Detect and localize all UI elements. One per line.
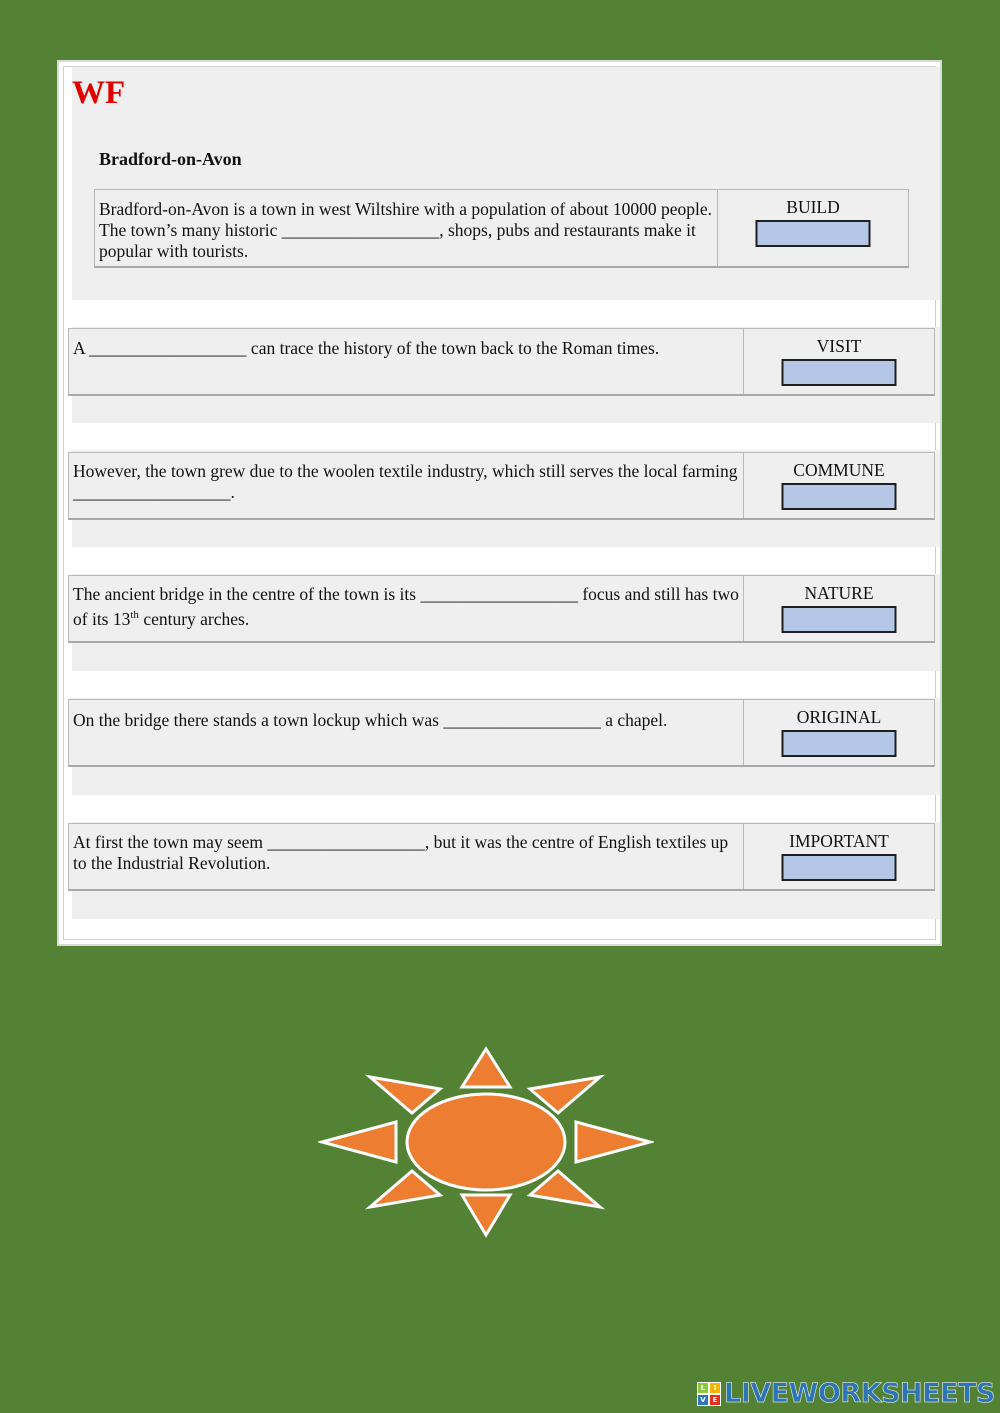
question-row xyxy=(68,328,935,396)
question-text: A __________________ can trace the history of the town back to the Roman times. xyxy=(69,329,744,394)
word-cell xyxy=(744,824,934,889)
sun-icon xyxy=(318,1045,654,1240)
word-cell xyxy=(718,190,908,266)
base-word: VISIT xyxy=(816,336,862,356)
brand-mark-overlay: WF xyxy=(72,75,126,111)
sun-ray-top xyxy=(462,1049,510,1087)
logo-cube: L xyxy=(697,1382,709,1394)
question-row xyxy=(68,575,935,643)
logo-cube: I xyxy=(709,1382,721,1394)
page-title: Bradford-on-Avon xyxy=(99,149,242,169)
base-word: NATURE xyxy=(804,583,874,603)
liveworksheets-logo xyxy=(697,1378,995,1409)
word-cell xyxy=(744,329,934,394)
question-row xyxy=(68,699,935,767)
base-word: IMPORTANT xyxy=(789,831,889,851)
base-word: BUILD xyxy=(786,197,840,217)
question-row xyxy=(68,452,935,520)
sun-ray-right xyxy=(576,1122,650,1162)
sun-disc xyxy=(407,1094,565,1190)
worksheet-page xyxy=(57,60,942,946)
logo-text: LIVEWORKSHEETS xyxy=(724,1378,995,1409)
question-text: Bradford-on-Avon is a town in west Wiltshire with a population of about 10000 people. The town’s many historic __________________, shops, pubs and restaurants make it popular with tourists. xyxy=(95,190,718,266)
base-word: ORIGINAL xyxy=(796,707,882,727)
question-text: At first the town may seem __________________, but it was the centre of English textiles up to the Industrial Revolution. xyxy=(69,824,744,889)
question-text-start: The ancient bridge in the centre of the town is its __________________ focus and still has two of its 13 xyxy=(73,584,739,629)
sun-ray-left xyxy=(322,1122,396,1162)
word-cell xyxy=(744,700,934,765)
question-text-end: century arches. xyxy=(138,608,250,629)
answer-input[interactable] xyxy=(782,730,897,757)
question-text: However, the town grew due to the woolen textile industry, which still serves the local farming __________________. xyxy=(69,453,744,518)
question-row xyxy=(94,189,909,268)
answer-input[interactable] xyxy=(782,854,897,881)
logo-cubes-icon xyxy=(697,1382,721,1406)
word-cell xyxy=(744,576,934,641)
base-word: COMMUNE xyxy=(793,460,885,480)
question-text xyxy=(69,576,744,641)
question-row xyxy=(68,823,935,891)
sun-ray-bottom xyxy=(462,1195,510,1235)
worksheet-border xyxy=(63,66,936,940)
answer-input[interactable] xyxy=(782,483,897,510)
answer-input[interactable] xyxy=(782,606,897,633)
word-cell xyxy=(744,453,934,518)
question-text: On the bridge there stands a town lockup which was __________________ a chapel. xyxy=(69,700,744,765)
logo-cube: V xyxy=(697,1394,709,1406)
answer-input[interactable] xyxy=(756,220,871,247)
ordinal-suffix: th xyxy=(130,609,139,621)
answer-input[interactable] xyxy=(782,359,897,386)
logo-cube: E xyxy=(709,1394,721,1406)
